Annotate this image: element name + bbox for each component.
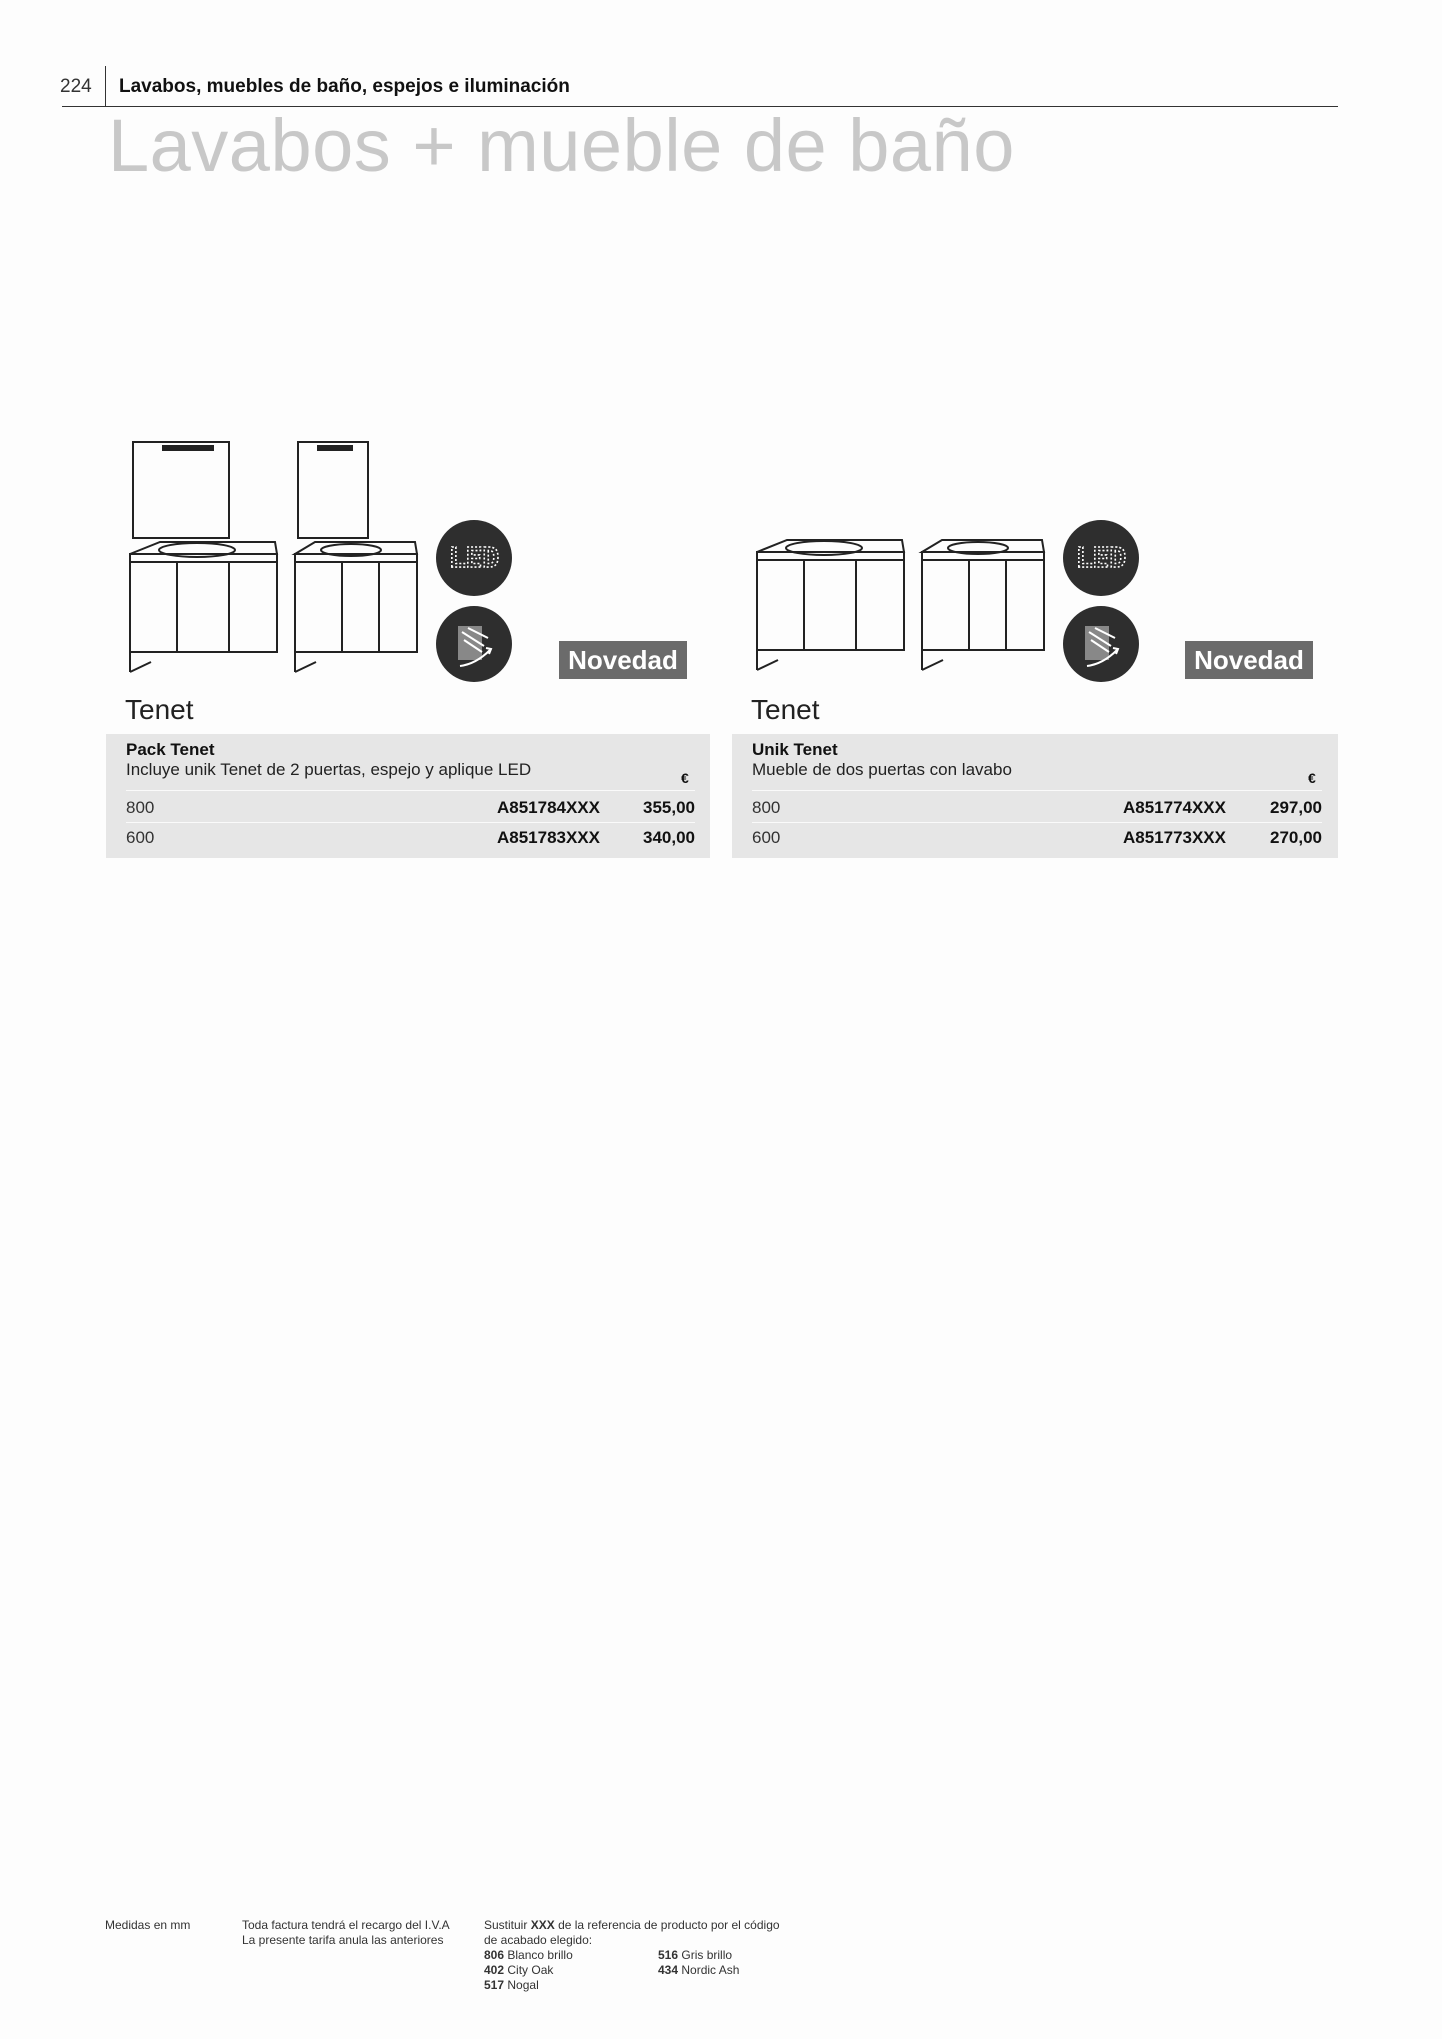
row-divider: [126, 790, 695, 791]
row-divider: [752, 822, 1322, 823]
footer-substitute-line: [484, 1918, 780, 1933]
substitute-code: XXX: [530, 1918, 555, 1932]
page-title: Lavabos + mueble de baño: [108, 104, 1015, 187]
led-icon: [1063, 520, 1139, 596]
finish-item: 402 City Oak: [484, 1963, 554, 1977]
finish-item: 434 Nordic Ash: [658, 1963, 740, 1977]
table-title: Pack Tenet: [126, 740, 215, 759]
header-divider: [105, 66, 106, 106]
row-size: 800: [126, 798, 155, 817]
finish-list-col2: [658, 1948, 739, 1978]
footer-measures: Medidas en mm: [105, 1918, 191, 1932]
footer-vat-line: La presente tarifa anula las anteriores: [242, 1933, 444, 1947]
table-description: Mueble de dos puertas con lavabo: [752, 760, 1012, 779]
section-title: Lavabos, muebles de baño, espejos e iluminación: [119, 76, 570, 97]
finish-item: 516 Gris brillo: [658, 1948, 733, 1962]
unik-tenet-illustration: [752, 536, 1052, 680]
finish-item: 806 Blanco brillo: [484, 1948, 573, 1962]
row-code: A851784XXX: [496, 798, 600, 817]
table-description: Incluye unik Tenet de 2 puertas, espejo y aplique LED: [126, 760, 532, 779]
svg-text:LED: LED: [1075, 541, 1127, 574]
substitute-suffix: de la referencia de producto por el código: [558, 1918, 780, 1932]
row-price: 355,00: [643, 798, 695, 817]
light-sensor-icon: [1063, 606, 1139, 682]
row-code: A851774XXX: [1122, 798, 1226, 817]
product-name: Tenet: [125, 694, 194, 725]
led-icon: [436, 520, 512, 596]
substitute-prefix: Sustituir: [484, 1918, 528, 1932]
row-code: A851783XXX: [496, 828, 600, 847]
price-table-unik-tenet: [732, 734, 1338, 858]
row-price: 297,00: [1270, 798, 1322, 817]
footer-substitute: [484, 1918, 780, 1948]
new-badge: Novedad: [1185, 641, 1313, 679]
currency-label: €: [1308, 770, 1316, 786]
row-size: 600: [126, 828, 155, 847]
product-name: Tenet: [751, 694, 820, 725]
new-badge: Novedad: [559, 641, 687, 679]
row-code: A851773XXX: [1122, 828, 1226, 847]
row-divider: [126, 822, 695, 823]
footer-vat-line: Toda factura tendrá el recargo del I.V.A: [242, 1918, 450, 1932]
row-price: 270,00: [1270, 828, 1322, 847]
finish-item: 517 Nogal: [484, 1978, 539, 1992]
table-title: Unik Tenet: [752, 740, 838, 759]
row-divider: [752, 790, 1322, 791]
currency-label: €: [681, 770, 689, 786]
price-table-pack-tenet: [106, 734, 710, 858]
footer-substitute-line: de acabado elegido:: [484, 1933, 593, 1947]
footer-vat: [242, 1918, 450, 1948]
row-size: 800: [752, 798, 781, 817]
finish-list-col1: [484, 1948, 573, 1993]
svg-text:LED: LED: [448, 541, 500, 574]
row-size: 600: [752, 828, 781, 847]
pack-tenet-illustration: [125, 436, 425, 680]
row-price: 340,00: [643, 828, 695, 847]
page-number: 224: [60, 76, 92, 97]
light-sensor-icon: [436, 606, 512, 682]
